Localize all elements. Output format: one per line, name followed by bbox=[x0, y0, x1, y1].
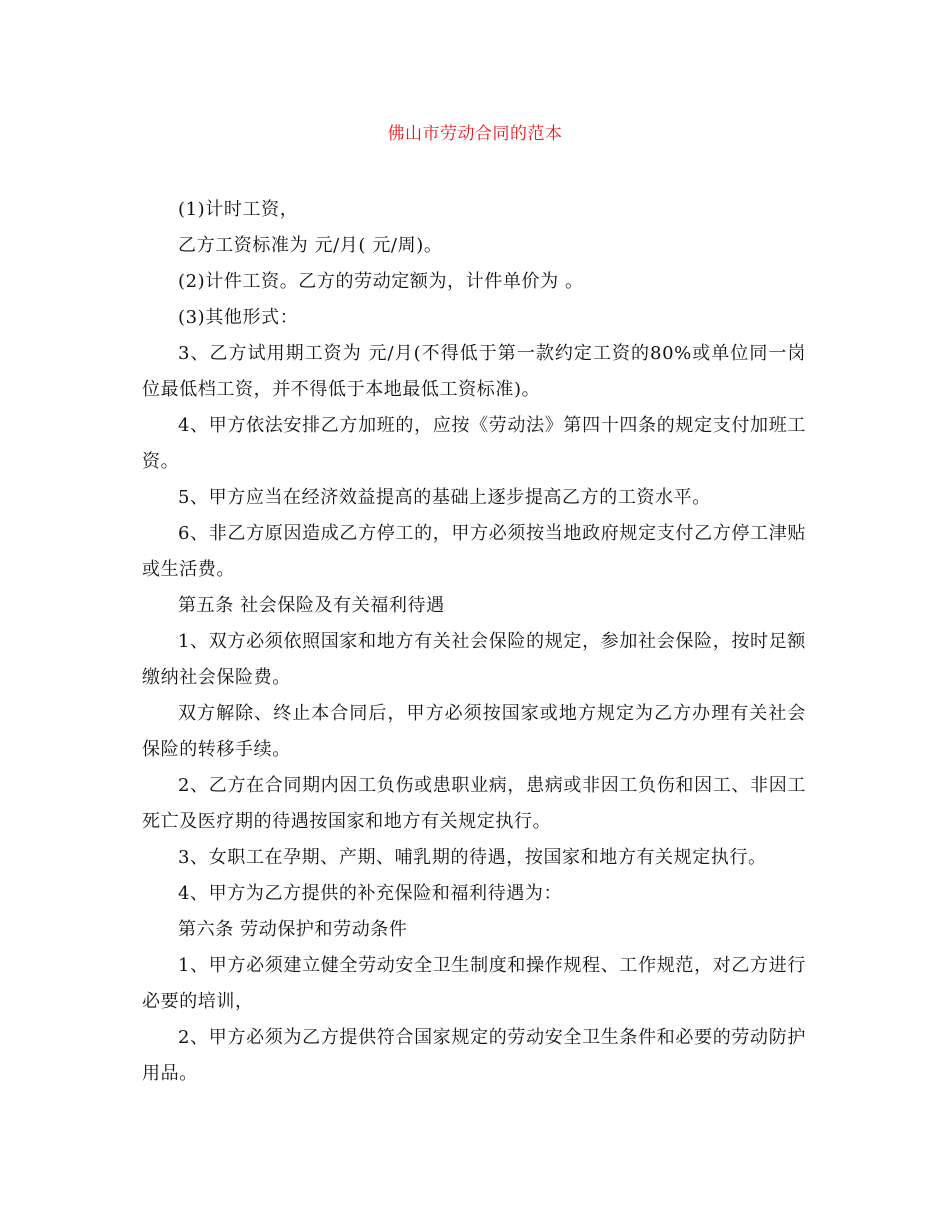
paragraph-wage-standard: 乙方工资标准为 元/月( 元/周)。 bbox=[178, 235, 443, 256]
paragraph-hourly-wage: (1)计时工资， bbox=[178, 199, 299, 220]
paragraph-stoppage-allowance: 6、非乙方原因造成乙方停工的，甲方必须按当地政府规定支付乙方停工津贴或生活费。 bbox=[142, 523, 806, 580]
paragraph-probation-wage: 3、乙方试用期工资为 元/月(不得低于第一款约定工资的80%或单位同一岗位最低档工资，并不得低于本地最低工资标准)。 bbox=[142, 343, 806, 400]
paragraph-social-insurance: 1、双方必须依照国家和地方有关社会保险的规定，参加社会保险，按时足额缴纳社会保险费。 bbox=[142, 631, 806, 688]
paragraph-injury-treatment: 2、乙方在合同期内因工负伤或患职业病，患病或非因工负伤和因工、非因工死亡及医疗期的待遇按国家和地方有关规定执行。 bbox=[142, 775, 806, 832]
document-body bbox=[142, 192, 806, 1092]
paragraph-insurance-transfer: 双方解除、终止本合同后，甲方必须按国家或地方规定为乙方办理有关社会保险的转移手续。 bbox=[142, 703, 806, 760]
paragraph-protective-equipment: 2、甲方必须为乙方提供符合国家规定的劳动安全卫生条件和必要的劳动防护用品。 bbox=[142, 1027, 806, 1084]
document-title: 佛山市劳动合同的范本 bbox=[387, 124, 563, 144]
paragraph-wage-increase: 5、甲方应当在经济效益提高的基础上逐步提高乙方的工资水平。 bbox=[178, 487, 711, 508]
paragraph-safety-training: 1、甲方必须建立健全劳动安全卫生制度和操作规程、工作规范，对乙方进行必要的培训， bbox=[142, 955, 806, 1012]
section-heading-article-5: 第五条 社会保险及有关福利待遇 bbox=[178, 595, 445, 616]
paragraph-overtime-pay: 4、甲方依法安排乙方加班的，应按《劳动法》第四十四条的规定支付加班工资。 bbox=[142, 415, 806, 472]
paragraph-female-workers: 3、女职工在孕期、产期、哺乳期的待遇，按国家和地方有关规定执行。 bbox=[178, 847, 767, 868]
paragraph-supplementary-benefits: 4、甲方为乙方提供的补充保险和福利待遇为： bbox=[178, 883, 563, 904]
section-heading-article-6: 第六条 劳动保护和劳动条件 bbox=[178, 919, 408, 940]
paragraph-other-forms: (3)其他形式： bbox=[178, 307, 299, 328]
paragraph-piece-wage: (2)计件工资。乙方的劳动定额为，计件单价为 。 bbox=[178, 271, 584, 292]
